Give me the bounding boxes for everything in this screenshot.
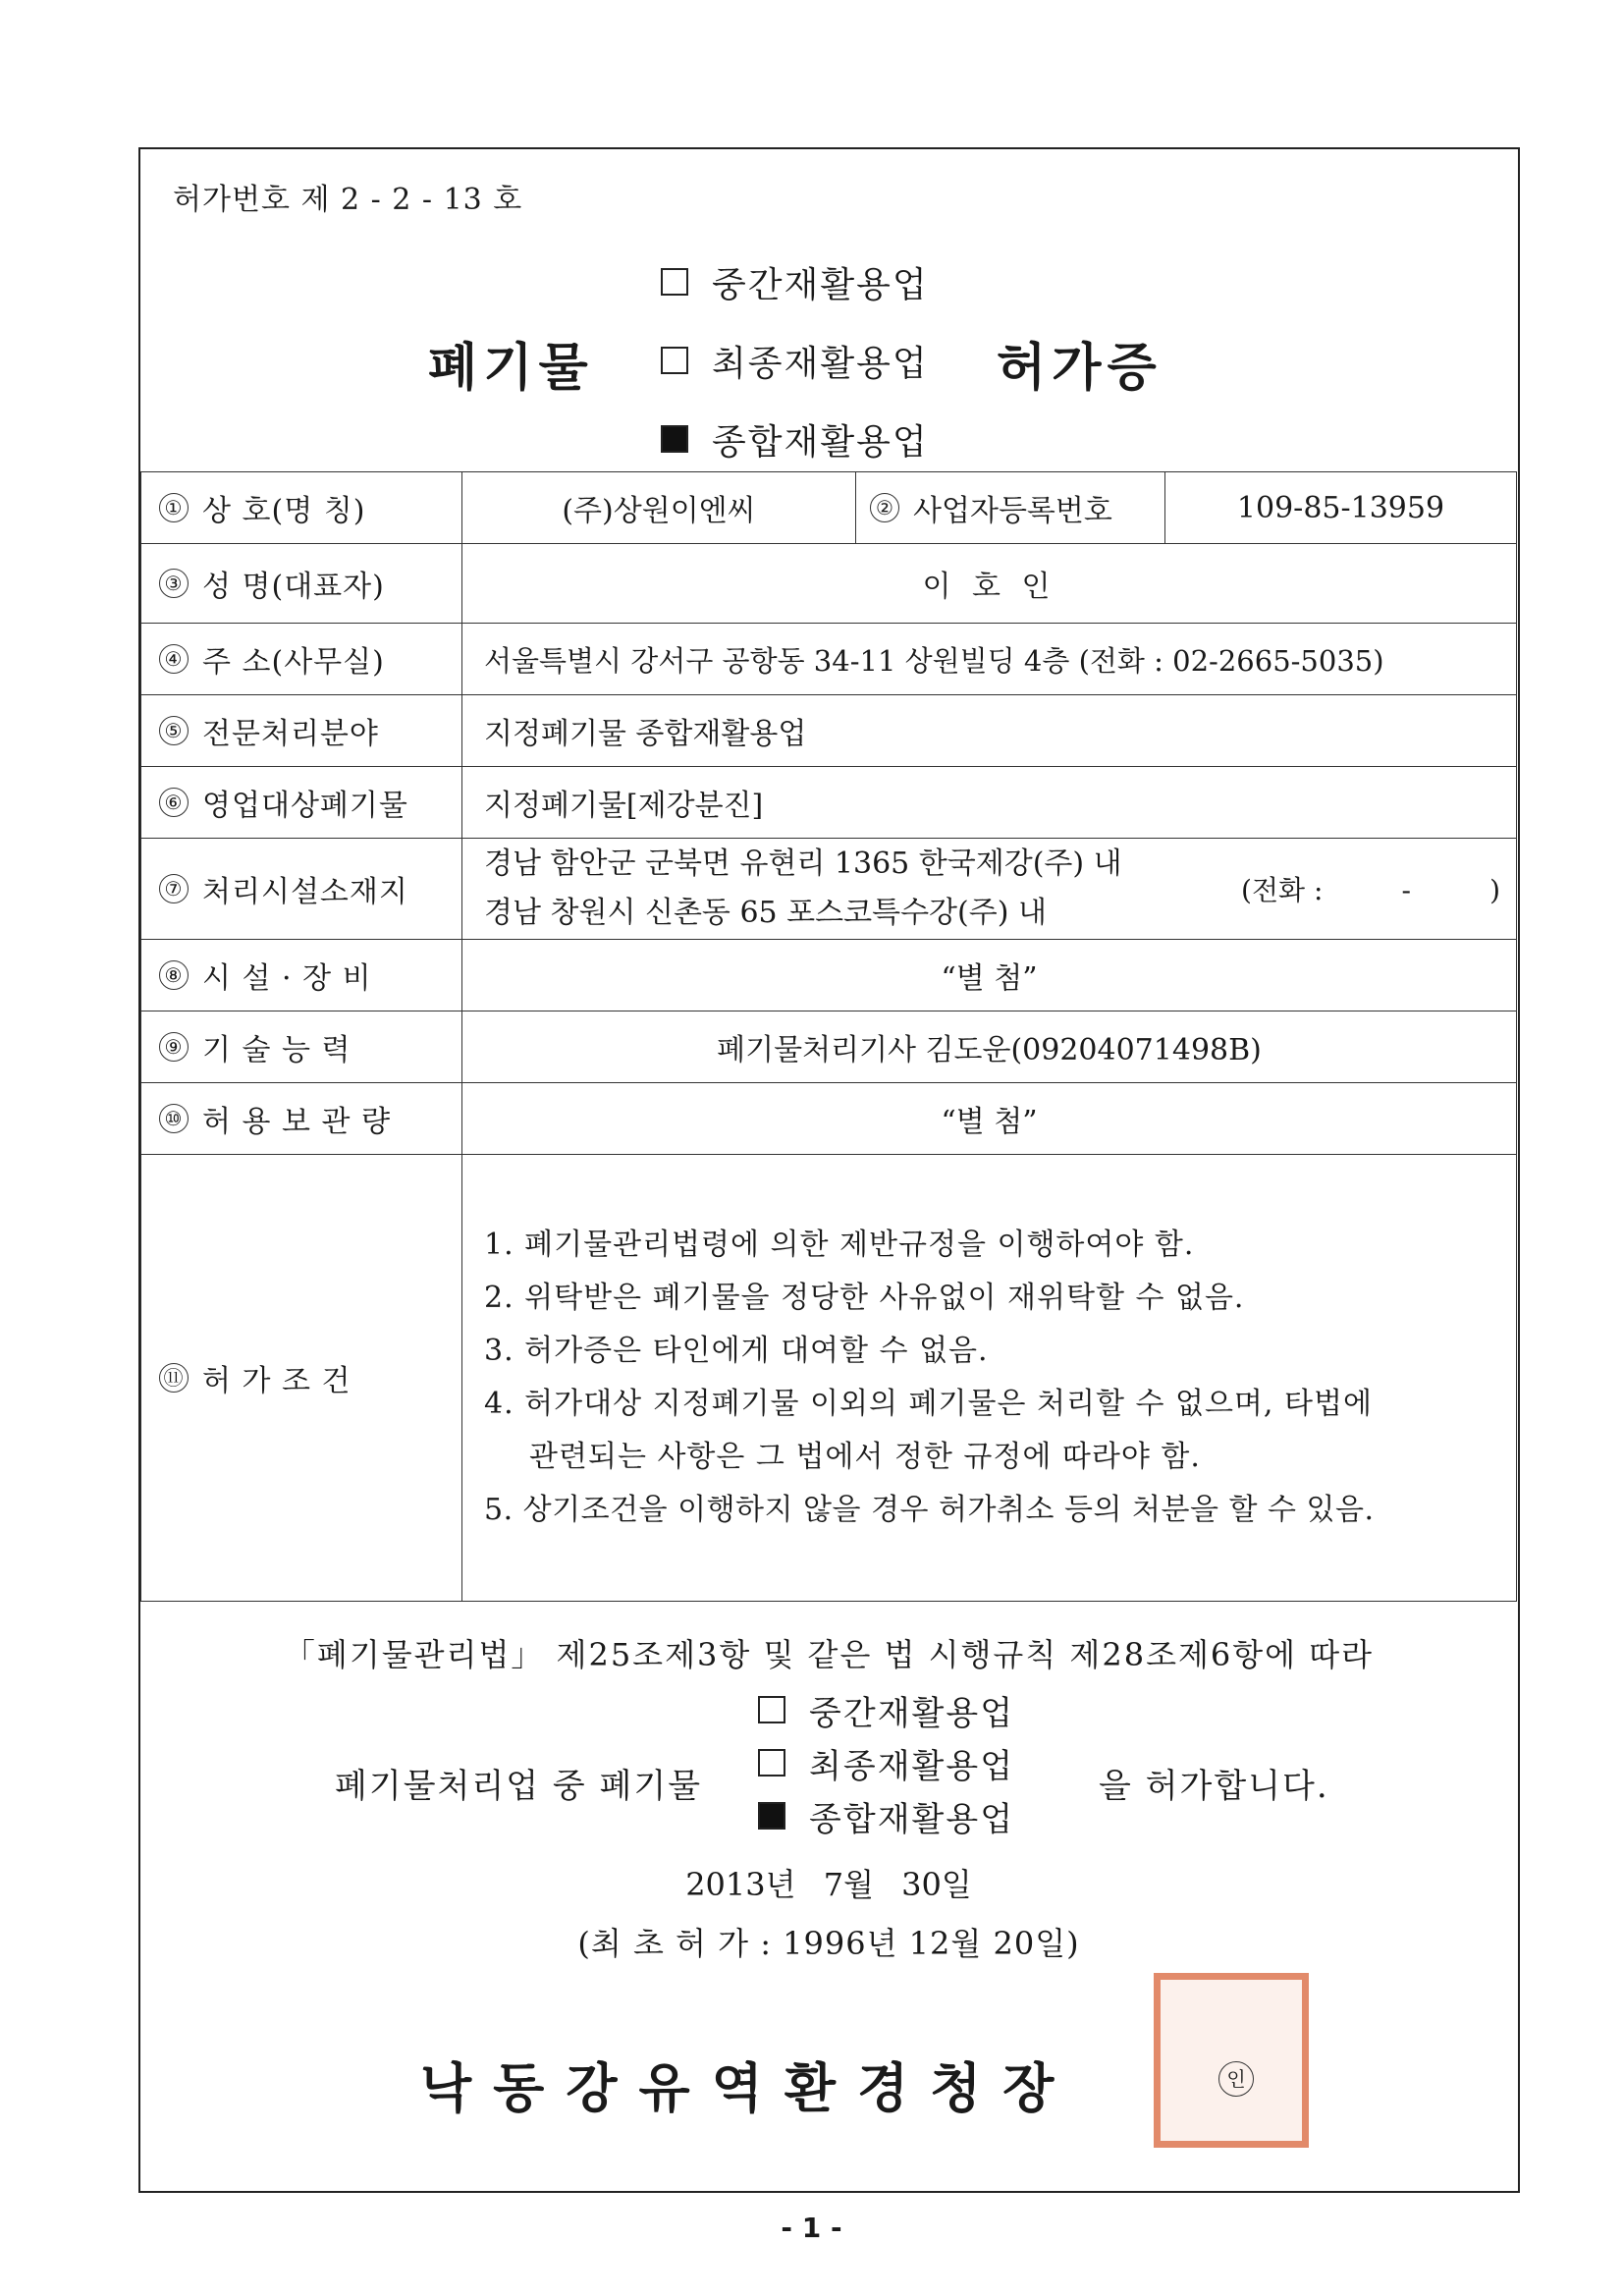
row-label: ⑨ 기 술 능 력 xyxy=(141,1011,462,1083)
condition-item: 1. 폐기물관리법령에 의한 제반규정을 이행하여야 함. xyxy=(484,1228,1195,1262)
option-label: 종합재활용업 xyxy=(712,421,929,463)
seal-mark: 인 xyxy=(1218,2061,1254,2097)
office-address: 서울특별시 강서구 공항동 34-11 상원빌딩 4층 (전화 : 02-2665-5035) xyxy=(462,624,1517,695)
technical-staff: 폐기물처리기사 김도운(09204071498B) xyxy=(462,1011,1517,1083)
checkbox-filled xyxy=(661,425,688,453)
table-row xyxy=(141,940,1517,1011)
table-row xyxy=(141,624,1517,695)
table-row xyxy=(141,767,1517,839)
header-option xyxy=(661,400,929,478)
item-number: ⑩ xyxy=(159,1104,189,1133)
row-label: ⑩ 허 용 보 관 량 xyxy=(141,1083,462,1155)
item-number: ⑧ xyxy=(159,960,189,990)
item-number: ② xyxy=(870,493,899,522)
facility-location xyxy=(462,839,1517,940)
item-number: ⑦ xyxy=(159,874,189,903)
row-label: ④ 주 소(사무실) xyxy=(141,624,462,695)
table-row xyxy=(141,695,1517,767)
representative-name: 이 호 인 xyxy=(462,544,1517,624)
page-number: - 1 - xyxy=(781,2212,842,2244)
condition-item: 2. 위탁받은 폐기물을 정당한 사유없이 재위탁할 수 없음. xyxy=(484,1281,1245,1315)
checkbox-empty xyxy=(758,1696,785,1723)
first-permit-date: (최 초 허 가 : 1996년 12월 20일) xyxy=(577,1925,1080,1962)
storage-capacity: “별 첨” xyxy=(462,1083,1517,1155)
table-row xyxy=(141,1083,1517,1155)
row-label: ⑤ 전문처리분야 xyxy=(141,695,462,767)
item-number: ⑨ xyxy=(159,1032,189,1062)
table-row xyxy=(141,1155,1517,1602)
header-option xyxy=(661,243,929,321)
row-label: ① 상 호(명 칭) xyxy=(141,472,462,544)
row-label: ⑦ 처리시설소재지 xyxy=(141,839,462,940)
option-label: 종합재활용업 xyxy=(809,1799,1015,1839)
facility-phone: (전화 : - ) xyxy=(1241,874,1500,906)
item-number: ① xyxy=(159,493,189,522)
item-number: ④ xyxy=(159,644,189,674)
company-name: (주)상원이엔씨 xyxy=(462,472,856,544)
permit-number: 허가번호 제 2 - 2 - 13 호 xyxy=(173,183,523,217)
permit-sheet xyxy=(138,147,1520,2193)
item-number: ③ xyxy=(159,569,189,598)
checkbox-empty xyxy=(661,268,688,296)
issuer-name: 낙동강유역환경청장 xyxy=(420,2056,1076,2119)
option-label: 중간재활용업 xyxy=(712,264,929,305)
condition-item: 3. 허가증은 타인에게 대여할 수 없음. xyxy=(484,1334,989,1368)
business-reg-number: 109-85-13959 xyxy=(1165,472,1517,544)
header-option xyxy=(661,321,929,400)
checkbox-empty xyxy=(661,347,688,374)
facility-address-2: 경남 창원시 신촌동 65 포스코특수강(주) 내 xyxy=(484,896,1047,930)
official-seal-stamp xyxy=(1154,1973,1309,2148)
table-row xyxy=(141,472,1517,544)
table-row xyxy=(141,1011,1517,1083)
item-number: ⑤ xyxy=(159,716,189,745)
option-label: 최종재활용업 xyxy=(712,343,929,384)
target-waste: 지정폐기물[제강분진] xyxy=(462,767,1517,839)
row-label: ⑪ 허 가 조 건 xyxy=(141,1155,462,1602)
footer-option xyxy=(758,1789,1014,1842)
footer-option xyxy=(758,1683,1014,1736)
footer-option xyxy=(758,1736,1014,1789)
item-number: ⑪ xyxy=(159,1363,189,1393)
title-right: 허가증 xyxy=(997,338,1163,398)
condition-item: 4. 허가대상 지정폐기물 이외의 폐기물은 처리할 수 없으며, 타법에 xyxy=(484,1387,1373,1421)
row-label: ③ 성 명(대표자) xyxy=(141,544,462,624)
condition-item: 5. 상기조건을 이행하지 않을 경우 허가취소 등의 처분을 할 수 있음. xyxy=(484,1493,1375,1527)
checkbox-filled xyxy=(758,1802,785,1830)
permit-conditions xyxy=(462,1155,1517,1602)
table-row xyxy=(141,544,1517,624)
equipment-value: “별 첨” xyxy=(462,940,1517,1011)
footer-lead: 폐기물처리업 중 폐기물 xyxy=(335,1767,703,1806)
footer-options xyxy=(758,1683,1014,1842)
table-row xyxy=(141,839,1517,940)
title-left: 폐기물 xyxy=(428,338,594,398)
option-label: 중간재활용업 xyxy=(809,1693,1015,1733)
checkbox-empty xyxy=(758,1749,785,1777)
row-label: ⑥ 영업대상폐기물 xyxy=(141,767,462,839)
item-number: ⑥ xyxy=(159,788,189,817)
footer-tail: 을 허가합니다. xyxy=(1099,1767,1329,1806)
permit-table xyxy=(140,471,1517,1602)
issue-date: 2013년 7월 30일 xyxy=(685,1866,972,1903)
row-label: ⑧ 시 설 · 장 비 xyxy=(141,940,462,1011)
condition-item: 관련되는 사항은 그 법에서 정한 규정에 따라야 함. xyxy=(529,1440,1201,1474)
facility-address-1: 경남 함안군 군북면 유현리 1365 한국제강(주) 내 xyxy=(484,847,1122,881)
option-label: 최종재활용업 xyxy=(809,1746,1015,1786)
row-label: ② 사업자등록번호 xyxy=(856,472,1165,544)
specialty-field: 지정폐기물 종합재활용업 xyxy=(462,695,1517,767)
legal-basis: 「폐기물관리법」 제25조제3항 및 같은 법 시행규칙 제28조제6항에 따라 xyxy=(283,1636,1375,1673)
header-options xyxy=(661,243,929,478)
